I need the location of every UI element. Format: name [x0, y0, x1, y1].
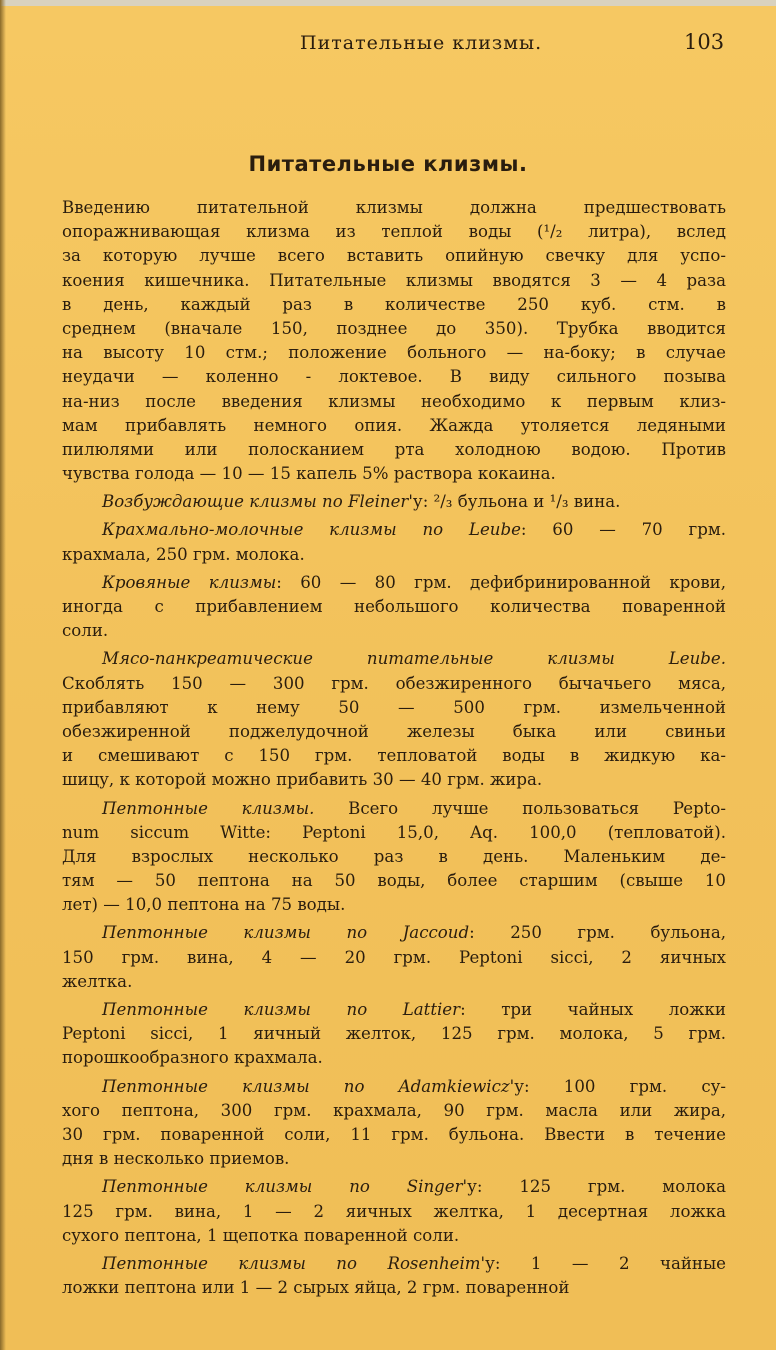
italic-heading: Пептонные клизмы по Jaccoud — [102, 923, 470, 943]
text-segment: пилюлями или полосканием рта холодною водою. Против — [62, 439, 726, 459]
text-segment: коения кишечника. Питательные клизмы вводятся 3 — 4 раза — [62, 270, 726, 290]
paragraph — [62, 571, 726, 644]
text-segment: : три чайных ложки — [460, 1000, 726, 1019]
text-segment: шицу, к которой можно прибавить 30 — 40 грм. жира. — [62, 770, 543, 790]
text-segment: неудачи — коленно - локтевое. В виду сильного позыва — [62, 367, 726, 387]
paragraph — [62, 998, 726, 1071]
italic-heading: Пептонные клизмы по Rosenheim — [102, 1253, 481, 1273]
text-segment: и смешивают с 150 грм. тепловатой воды в жидкую ка- — [62, 746, 726, 766]
text-line — [62, 220, 726, 244]
text-segment: Всего лучше пользоваться Pepto- — [314, 798, 726, 818]
text-segment: сухого пептона, 1 щепотка поваренной соли. — [62, 1225, 460, 1245]
text-line — [62, 365, 726, 389]
text-segment: опоражнивающая клизма из теплой воды (¹/₂ литра), вслед — [62, 222, 726, 242]
text-segment: порошкообразного крахмала. — [62, 1048, 323, 1068]
text-segment: в день, каждый раз в количестве 250 куб. стм. в — [62, 294, 726, 314]
text-segment: желтка. — [62, 971, 133, 991]
text-segment: дня в несколько приемов. — [62, 1149, 290, 1169]
text-line — [62, 893, 726, 917]
text-segment: крахмала, 250 грм. молока. — [62, 544, 305, 564]
text-line — [62, 462, 726, 486]
text-segment: чувства голода — 10 — 15 капель 5% раствора кокаина. — [62, 464, 556, 484]
text-line — [62, 869, 726, 893]
text-segment: на-низ после введения клизмы необходимо к первым клиз- — [62, 391, 726, 411]
paragraph — [62, 797, 726, 918]
text-segment: Введению питательной клизмы должна предшествовать — [62, 198, 726, 217]
text-segment: мам прибавлять немного опия. Жажда утоляется ледяными — [62, 415, 726, 435]
paragraph — [62, 490, 726, 514]
text-line — [62, 317, 726, 341]
text-segment: 'у: ²/₃ бульона и ¹/₃ вина. — [408, 492, 621, 512]
text-segment: прибавляют к нему 50 — 500 грм. измельченной — [62, 697, 726, 717]
text-segment: Для взрослых несколько раз в день. Маленьким де- — [62, 846, 726, 866]
text-line — [62, 571, 726, 595]
text-line — [62, 647, 726, 671]
text-line — [62, 1175, 726, 1199]
text-segment: 'у: 125 грм. молока — [462, 1177, 727, 1197]
text-line — [62, 845, 726, 869]
paragraph — [62, 921, 726, 994]
italic-heading: Возбуждающие клизмы по Fleiner — [102, 492, 409, 512]
text-segment: 150 грм. вина, 4 — 20 грм. Peptoni sicci, 2 яичных — [62, 947, 726, 967]
text-line — [62, 998, 726, 1022]
text-line — [62, 1075, 726, 1099]
text-segment: 'у: 1 — 2 чайные — [480, 1253, 726, 1273]
paragraph — [62, 1252, 726, 1300]
text-line — [62, 821, 726, 845]
text-segment: хого пептона, 300 грм. крахмала, 90 грм. масла или жира, — [62, 1100, 726, 1120]
text-line — [62, 438, 726, 462]
text-segment: Скоблять 150 — 300 грм. обезжиренного бычачьего мяса, — [62, 673, 726, 693]
italic-heading: Кровяные клизмы — [102, 572, 277, 592]
text-segment: среднем (вначале 150, позднее до 350). Трубка вводится — [62, 318, 726, 338]
text-line — [62, 269, 726, 293]
text-segment: : 60 — 70 грм. — [520, 520, 726, 540]
text-segment: соли. — [62, 621, 109, 641]
text-line — [62, 970, 726, 994]
text-line — [62, 1123, 726, 1147]
text-line — [62, 414, 726, 438]
text-line — [62, 1022, 726, 1046]
italic-heading: Мясо-панкреатические питательные клизмы Leube. — [102, 649, 726, 669]
text-segment: обезжиренной поджелудочной железы быка или свиньи — [62, 721, 726, 741]
text-line — [62, 293, 726, 317]
paragraph — [62, 1075, 726, 1172]
text-segment: num siccum Witte: Peptoni 15,0, Aq. 100,0 (тепловатой). — [62, 822, 726, 842]
paragraph — [62, 518, 726, 566]
text-line — [62, 244, 726, 268]
text-segment: : 60 — 80 грм. дефибринированной крови, — [276, 572, 726, 592]
text-segment: Peptoni sicci, 1 яичный желток, 125 грм. молока, 5 грм. — [62, 1024, 726, 1044]
running-header: Питательные клизмы. — [300, 32, 543, 54]
italic-heading: Крахмально-молочные клизмы по Leube — [102, 520, 521, 540]
text-line — [62, 744, 726, 768]
text-line — [62, 720, 726, 744]
section-title: Питательные клизмы. — [248, 152, 528, 176]
text-line — [62, 946, 726, 970]
text-line — [62, 341, 726, 365]
text-line — [62, 1147, 726, 1171]
text-segment: лет) — 10,0 пептона на 75 воды. — [62, 895, 346, 915]
page-binding-edge — [0, 0, 6, 1350]
text-line — [62, 1099, 726, 1123]
text-line — [62, 595, 726, 619]
paragraph — [62, 647, 726, 792]
italic-heading: Пептонные клизмы по Singer — [102, 1177, 463, 1197]
text-line — [62, 1276, 726, 1300]
scan-top-edge — [0, 0, 776, 6]
text-segment: 125 грм. вина, 1 — 2 яичных желтка, 1 десертная ложка — [62, 1201, 726, 1221]
text-line — [62, 768, 726, 792]
text-line — [62, 619, 726, 643]
text-line — [62, 1252, 726, 1276]
paragraph — [62, 196, 726, 486]
text-segment: иногда с прибавлением небольшого количества поваренной — [62, 597, 726, 616]
text-line — [62, 672, 726, 696]
italic-heading: Пептонные клизмы. — [102, 798, 315, 818]
text-line — [62, 1224, 726, 1248]
italic-heading: Пептонные клизмы по Adamkiewicz — [102, 1076, 510, 1096]
text-line — [62, 543, 726, 567]
paragraph — [62, 1175, 726, 1248]
page-number: 103 — [684, 30, 725, 54]
text-segment: 30 грм. поваренной соли, 11 грм. бульона. Ввести в течение — [62, 1124, 726, 1144]
text-segment: ложки пептона или 1 — 2 сырых яйца, 2 грм. поваренной — [62, 1278, 570, 1298]
text-segment: на высоту 10 стм.; положение больного — на-боку; в случае — [62, 343, 726, 363]
text-line — [62, 1046, 726, 1070]
text-segment: : 250 грм. бульона, — [469, 923, 726, 943]
italic-heading: Пептонные клизмы по Lattier — [102, 1000, 461, 1019]
text-line — [62, 1200, 726, 1224]
text-line — [62, 696, 726, 720]
text-line — [62, 921, 726, 945]
text-segment: за которую лучше всего вставить опийную свечку для успо- — [62, 246, 726, 266]
text-line — [62, 390, 726, 414]
text-segment: 'у: 100 грм. су- — [509, 1076, 726, 1096]
body-text — [62, 196, 726, 1300]
text-line — [62, 797, 726, 821]
text-segment: тям — 50 пептона на 50 воды, более старшим (свыше 10 — [62, 871, 726, 891]
text-line — [62, 490, 726, 514]
text-line — [62, 518, 726, 542]
text-line — [62, 196, 726, 220]
